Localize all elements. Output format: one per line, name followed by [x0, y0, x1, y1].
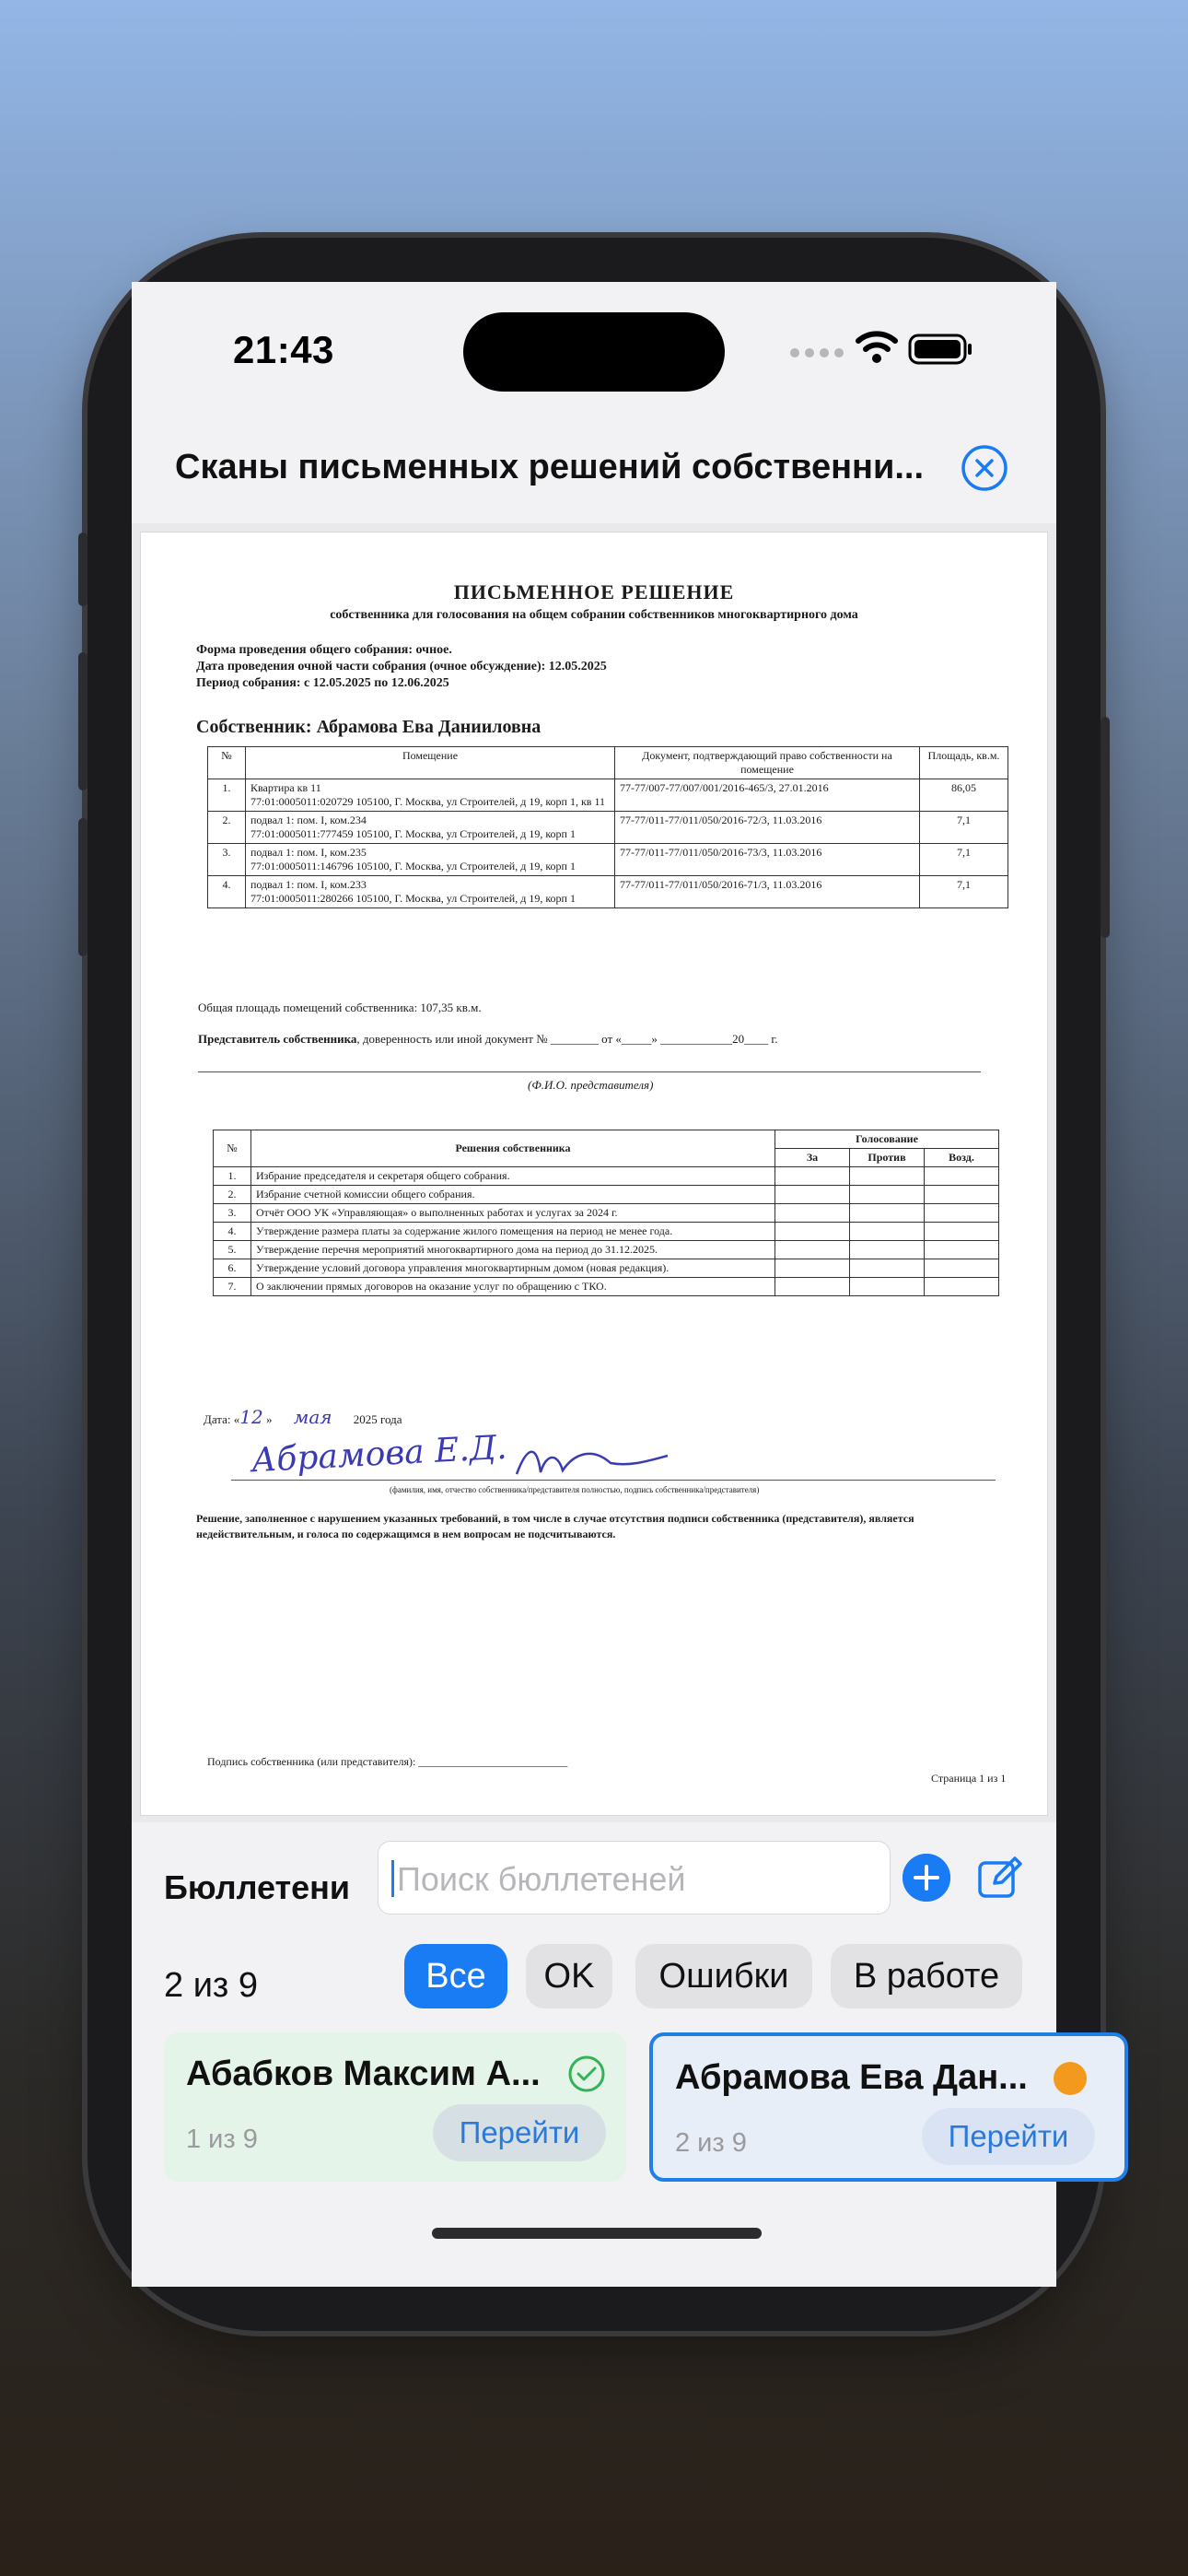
decision-num: 4. — [214, 1223, 251, 1241]
signature-caption: (фамилия, имя, отчество собственника/представителя полностью, подпись собственника/представителя) — [390, 1485, 760, 1494]
doc-total-area: Общая площадь помещений собственника: 107,35 кв.м. — [198, 1001, 482, 1014]
decision-text: Утверждение перечня мероприятий многоквартирного дома на период до 31.12.2025. — [251, 1241, 775, 1259]
table-row — [214, 1186, 999, 1204]
doc-meta-form: Форма проведения общего собрания: очное. — [196, 643, 452, 657]
premises-header-area: Площадь, кв.м. — [920, 747, 1008, 779]
doc-warning: Решение, заполненное с нарушением указанных требований, в том числе в случае отсутствия подписи собственника (представителя), является недействительным, и голоса по содержащимся в нем вопросам не подсчитываются. — [196, 1512, 914, 1540]
premises-place-addr: 77:01:0005011:020729 105100, Г. Москва, ул Строителей, д 19, корп 1, кв 11 — [250, 795, 606, 808]
premises-place-addr: 77:01:0005011:146796 105100, Г. Москва, ул Строителей, д 19, корп 1 — [250, 860, 576, 872]
premises-area: 7,1 — [920, 812, 1008, 844]
bulletin-card[interactable] — [164, 2032, 626, 2182]
premises-place-name: подвал 1: пом. I, ком.233 — [250, 878, 367, 891]
premises-header-num: № — [208, 747, 246, 779]
table-row — [214, 1167, 999, 1186]
bulletin-index: 1 из 9 — [186, 2125, 258, 2154]
go-button[interactable]: Перейти — [922, 2108, 1095, 2165]
table-row — [214, 1223, 999, 1241]
status-badge — [1054, 2062, 1087, 2095]
bulletin-index: 2 из 9 — [675, 2128, 747, 2158]
rep-line — [198, 1071, 981, 1072]
table-row — [214, 1241, 999, 1259]
table-row — [208, 779, 1008, 812]
premises-header-doc: Документ, подтверждающий право собственности на помещение — [615, 747, 920, 779]
doc-owner: Собственник: Абрамова Ева Данииловна — [196, 717, 542, 737]
doc-footer-sign: Подпись собственника (или представителя): ___________________________ — [207, 1755, 568, 1768]
table-row — [214, 1204, 999, 1223]
signature-name: Абрамова Е.Д. — [250, 1428, 508, 1481]
decision-num: 6. — [214, 1259, 251, 1278]
filter-errors[interactable]: Ошибки — [635, 1944, 812, 2008]
doc-rep-caption: (Ф.И.О. представителя) — [528, 1078, 654, 1092]
premises-place-name: Квартира кв 11 — [250, 781, 321, 794]
decision-num: 7. — [214, 1278, 251, 1296]
premises-doc: 77-77/011-77/011/050/2016-73/3, 11.03.2016 — [615, 844, 920, 876]
table-row — [208, 844, 1008, 876]
premises-place-addr: 77:01:0005011:777459 105100, Г. Москва, ул Строителей, д 19, корп 1 — [250, 827, 576, 840]
doc-representative-text: , доверенность или иной документ № ________ от «_____» ____________20____ г. — [356, 1032, 778, 1046]
premises-place — [246, 844, 615, 876]
decision-num: 3. — [214, 1204, 251, 1223]
status-time: 21:43 — [233, 328, 334, 371]
table-row — [214, 1278, 999, 1296]
doc-date: Дата: «12 » мая 2025 года — [204, 1406, 402, 1428]
decisions-header-decision: Решения собственника — [251, 1130, 775, 1167]
premises-doc: 77-77/011-77/011/050/2016-72/3, 11.03.2016 — [615, 812, 920, 844]
premises-table — [207, 746, 1008, 908]
decisions-header-abstain: Возд. — [925, 1149, 999, 1167]
text-caret — [391, 1860, 394, 1897]
premises-num: 3. — [208, 844, 246, 876]
premises-area: 86,05 — [920, 779, 1008, 812]
filter-ok[interactable]: OK — [526, 1944, 612, 2008]
premises-place-name: подвал 1: пом. I, ком.235 — [250, 846, 367, 859]
search-input[interactable] — [378, 1841, 891, 1914]
premises-place — [246, 876, 615, 908]
decisions-header-vote: Голосование — [775, 1130, 999, 1149]
home-indicator[interactable] — [432, 2228, 762, 2239]
decision-text: Избрание счетной комиссии общего собрания. — [251, 1186, 775, 1204]
signature-icon — [509, 1435, 675, 1491]
volume-down-button — [78, 818, 87, 956]
decisions-header-for: За — [775, 1149, 850, 1167]
check-circle-icon — [567, 2055, 606, 2093]
power-button — [1101, 717, 1110, 938]
dynamic-island — [463, 312, 725, 392]
doc-meta-period: Период собрания: с 12.05.2025 по 12.06.2025 — [196, 676, 449, 690]
volume-up-button — [78, 652, 87, 790]
filter-all[interactable]: Все — [404, 1944, 507, 2008]
nav-bar — [132, 420, 1056, 524]
decision-num: 2. — [214, 1186, 251, 1204]
doc-title: ПИСЬМЕННОЕ РЕШЕНИЕ — [453, 580, 735, 603]
filter-in-progress[interactable]: В работе — [831, 1944, 1022, 2008]
premises-area: 7,1 — [920, 876, 1008, 908]
doc-meta-date: Дата проведения очной части собрания (очное обсуждение): 12.05.2025 — [196, 660, 607, 673]
screen — [132, 282, 1069, 2287]
premises-place — [246, 779, 615, 812]
decision-num: 1. — [214, 1167, 251, 1186]
scanned-document — [141, 533, 1047, 1815]
doc-date-day: 12 — [239, 1406, 263, 1428]
bulletin-card-selected[interactable] — [649, 2032, 1128, 2182]
bulletins-panel — [132, 1822, 1069, 2287]
decision-text: Отчёт ООО УК «Управляющая» о выполненных работах и услугах за 2024 г. — [251, 1204, 775, 1223]
doc-representative-label: Представитель собственника — [198, 1032, 357, 1046]
premises-header-place: Помещение — [246, 747, 615, 779]
premises-area: 7,1 — [920, 844, 1008, 876]
decisions-header-against: Против — [850, 1149, 925, 1167]
table-row — [208, 876, 1008, 908]
mute-switch — [78, 533, 87, 606]
go-button[interactable]: Перейти — [433, 2104, 606, 2161]
decision-text: Избрание председателя и секретаря общего собрания. — [251, 1167, 775, 1186]
decision-text: Утверждение условий договора управления многоквартирным домом (новая редакция). — [251, 1259, 775, 1278]
table-row — [208, 812, 1008, 844]
table-row — [214, 1259, 999, 1278]
edit-icon[interactable] — [976, 1854, 1024, 1902]
doc-subtitle: собственника для голосования на общем собрании собственников многоквартирного дома — [330, 608, 858, 622]
premises-place — [246, 812, 615, 844]
decision-num: 5. — [214, 1241, 251, 1259]
premises-num: 2. — [208, 812, 246, 844]
doc-date-year: 2025 года — [353, 1412, 402, 1426]
status-bar — [132, 282, 1056, 420]
premises-place-name: подвал 1: пом. I, ком.234 — [250, 814, 367, 826]
premises-num: 1. — [208, 779, 246, 812]
signature-line — [231, 1480, 996, 1481]
document-viewer[interactable] — [132, 523, 1056, 1822]
phone-frame — [87, 238, 1101, 2331]
battery-icon — [908, 334, 974, 365]
decision-text: О заключении прямых договоров на оказание услуг по обращению с ТКО. — [251, 1278, 775, 1296]
wifi-icon — [855, 328, 899, 365]
premises-num: 4. — [208, 876, 246, 908]
bulletin-owner-name: Абрамова Ева Дан... — [675, 2058, 1028, 2097]
close-icon[interactable] — [961, 444, 1008, 492]
signal-icon — [790, 348, 844, 357]
bulletins-label: Бюллетени — [164, 1868, 351, 1906]
premises-doc: 77-77/007-77/007/001/2016-465/3, 27.01.2016 — [615, 779, 920, 812]
page-title: Сканы письменных решений собственни... — [175, 448, 925, 486]
doc-page-number: Страница 1 из 1 — [931, 1772, 1007, 1785]
doc-date-month: мая — [293, 1406, 332, 1428]
bulletin-counter: 2 из 9 — [164, 1966, 259, 2005]
doc-representative — [198, 1032, 778, 1047]
decisions-header-num: № — [214, 1130, 251, 1167]
premises-doc: 77-77/011-77/011/050/2016-71/3, 11.03.2016 — [615, 876, 920, 908]
add-bulletin-button[interactable] — [903, 1854, 950, 1902]
bulletin-owner-name: Абабков Максим А... — [186, 2055, 541, 2093]
decision-text: Утверждение размера платы за содержание жилого помещения на период не менее года. — [251, 1223, 775, 1241]
decisions-table — [213, 1130, 999, 1296]
search-placeholder: Поиск бюллетеней — [397, 1860, 686, 1898]
premises-place-addr: 77:01:0005011:280266 105100, Г. Москва, ул Строителей, д 19, корп 1 — [250, 892, 576, 905]
doc-date-label: Дата: « — [204, 1412, 240, 1426]
